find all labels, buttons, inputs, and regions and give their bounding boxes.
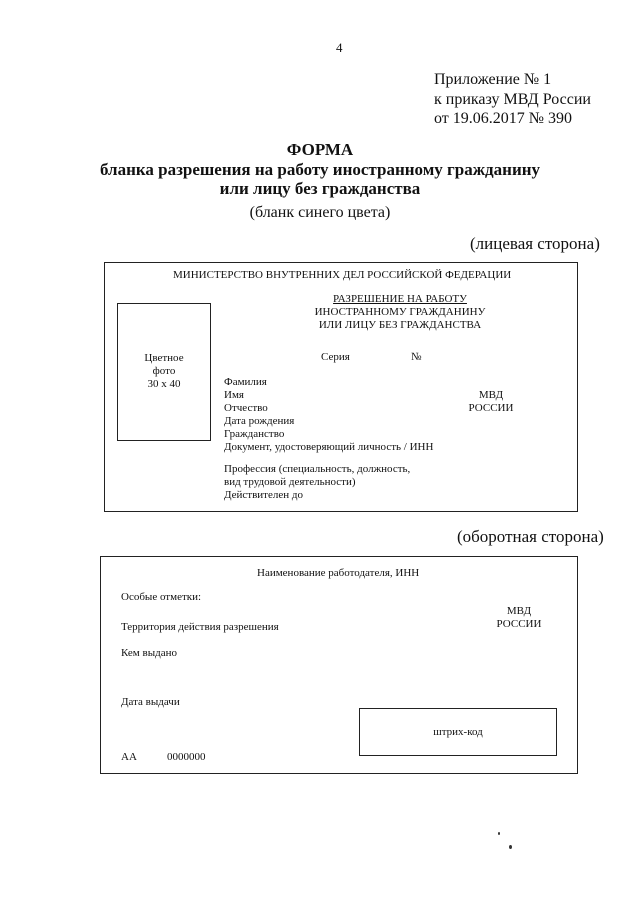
barcode-box	[359, 708, 557, 756]
field-patronymic: Отчество	[224, 402, 268, 414]
field-valid-until: Действителен до	[224, 489, 303, 501]
stamp-mvd-front-line-2: РОССИИ	[468, 402, 514, 414]
photo-box	[117, 303, 211, 441]
issue-date-label: Дата выдачи	[121, 696, 180, 708]
blank-color-note: (бланк синего цвета)	[249, 204, 391, 221]
ministry-name: МИНИСТЕРСТВО ВНУТРЕННИХ ДЕЛ РОССИЙСКОЙ ФЕДЕРАЦИИ	[173, 269, 512, 281]
field-profession-line-1: Профессия (специальность, должность,	[224, 463, 411, 475]
back-side-card	[100, 556, 578, 774]
appendix-line-2: к приказу МВД России	[434, 91, 591, 108]
front-side-label: (лицевая сторона)	[470, 234, 600, 253]
special-marks-label: Особые отметки:	[121, 591, 202, 603]
page-number: 4	[336, 40, 343, 55]
back-side-label: (оборотная сторона)	[457, 527, 604, 546]
field-birth-date: Дата рождения	[224, 415, 295, 427]
number-label: №	[411, 351, 422, 363]
permit-title-line-1: РАЗРЕШЕНИЕ НА РАБОТУ	[333, 293, 467, 305]
series-value: АА	[121, 751, 137, 763]
barcode-label: штрих-код	[433, 726, 483, 738]
appendix-line-1: Приложение № 1	[434, 71, 552, 88]
permit-title-line-2: ИНОСТРАННОМУ ГРАЖДАНИНУ	[314, 306, 486, 318]
number-value: 0000000	[167, 751, 206, 763]
employer-label: Наименование работодателя, ИНН	[257, 567, 420, 579]
scan-speck	[509, 845, 512, 849]
photo-label-line-2: фото	[152, 365, 176, 377]
stamp-mvd-back-line-2: РОССИИ	[496, 618, 542, 630]
appendix-line-3: от 19.06.2017 № 390	[434, 110, 573, 127]
series-label: Серия	[321, 351, 350, 363]
field-identity-document: Документ, удостоверяющий личность / ИНН	[224, 441, 434, 453]
scan-speck	[498, 832, 500, 835]
permit-title-line-3: ИЛИ ЛИЦУ БЕЗ ГРАЖДАНСТВА	[318, 319, 482, 331]
issued-by-label: Кем выдано	[121, 647, 177, 659]
stamp-mvd-back-line-1: МВД	[506, 605, 532, 617]
territory-label: Территория действия разрешения	[121, 621, 279, 633]
photo-label-line-1: Цветное	[144, 352, 184, 364]
photo-label-line-3: 30 х 40	[147, 378, 181, 390]
form-subtitle-line-2: или лицу без гражданства	[219, 179, 421, 198]
field-name: Имя	[224, 389, 244, 401]
field-surname: Фамилия	[224, 376, 267, 388]
front-side-card	[104, 262, 578, 512]
form-subtitle-line-1: бланка разрешения на работу иностранному гражданину	[99, 160, 541, 179]
field-profession-line-2: вид трудовой деятельности)	[224, 476, 356, 488]
stamp-mvd-front-line-1: МВД	[478, 389, 504, 401]
field-citizenship: Гражданство	[224, 428, 285, 440]
form-heading: ФОРМА	[286, 140, 354, 159]
